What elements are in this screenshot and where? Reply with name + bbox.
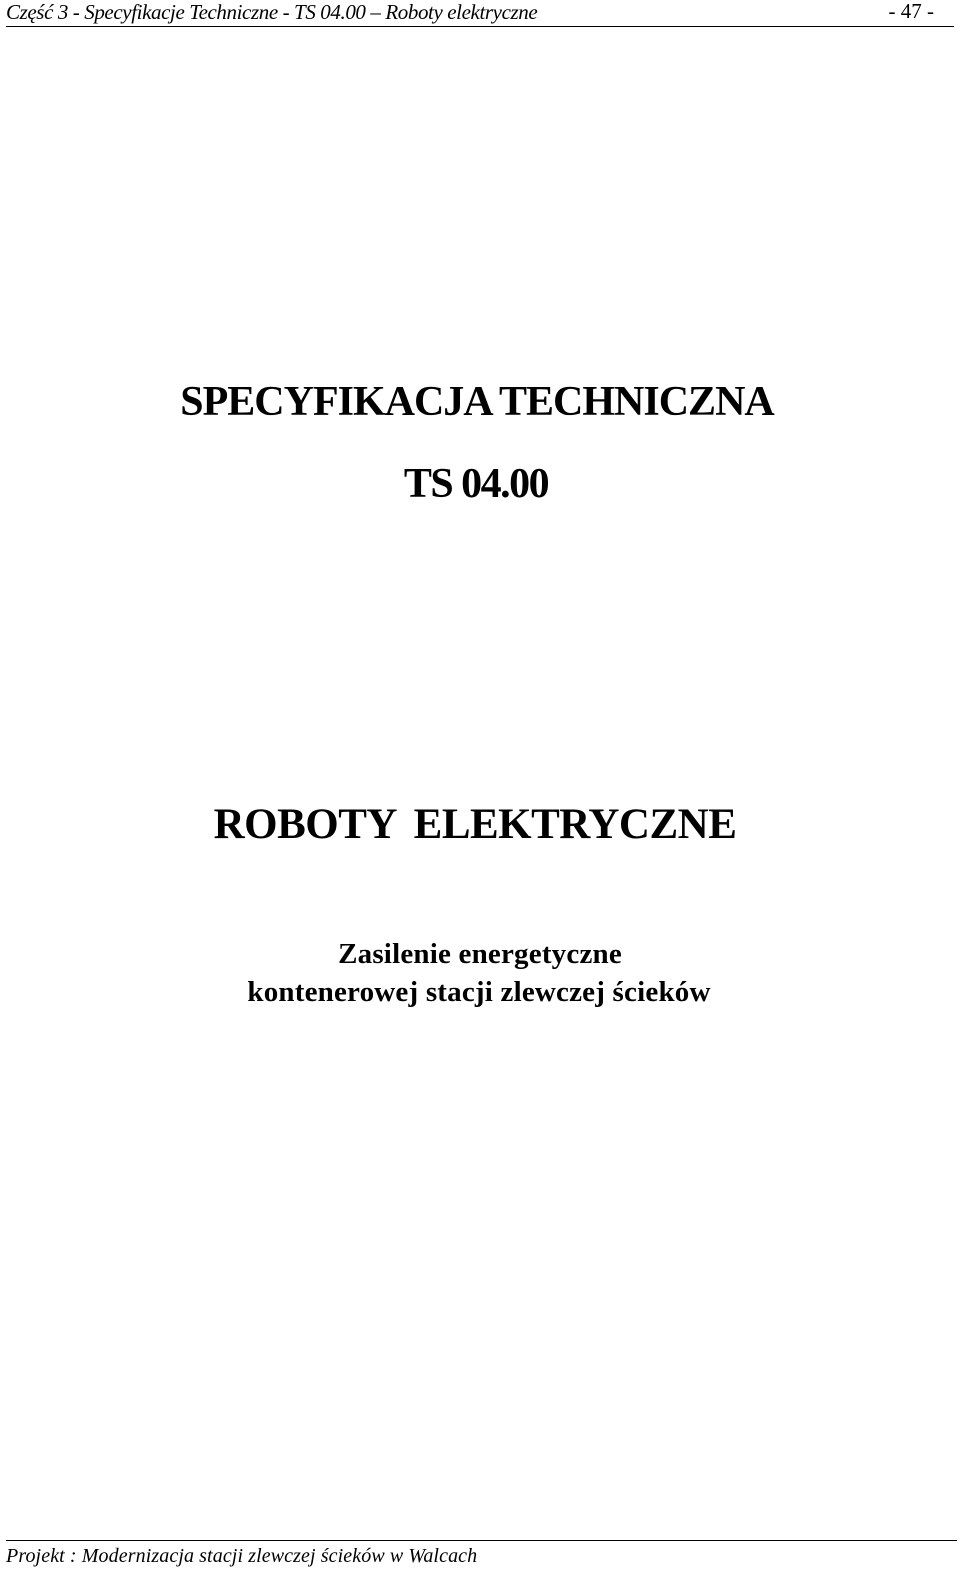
footer-project-name: Projekt : Modernizacja stacji zlewczej ścieków w Walcach [6, 1545, 478, 1567]
header-document-title: Część 3 - Specyfikacje Techniczne - TS 04.00 – Roboty elektryczne [6, 0, 538, 24]
spec-title: SPECYFIKACJA TECHNICZNA [180, 379, 774, 425]
section-title: ROBOTY ELEKTRYCZNE [213, 801, 737, 848]
page-footer [6, 1540, 957, 1570]
ts-code: TS 04.00 [403, 461, 549, 507]
page-header [6, 0, 954, 27]
header-page-number: - 47 - [888, 0, 934, 23]
subtitle-line-2: kontenerowej stacji zlewczej ścieków [247, 976, 711, 1008]
subtitle-line-1: Zasilenie energetyczne [338, 938, 622, 970]
